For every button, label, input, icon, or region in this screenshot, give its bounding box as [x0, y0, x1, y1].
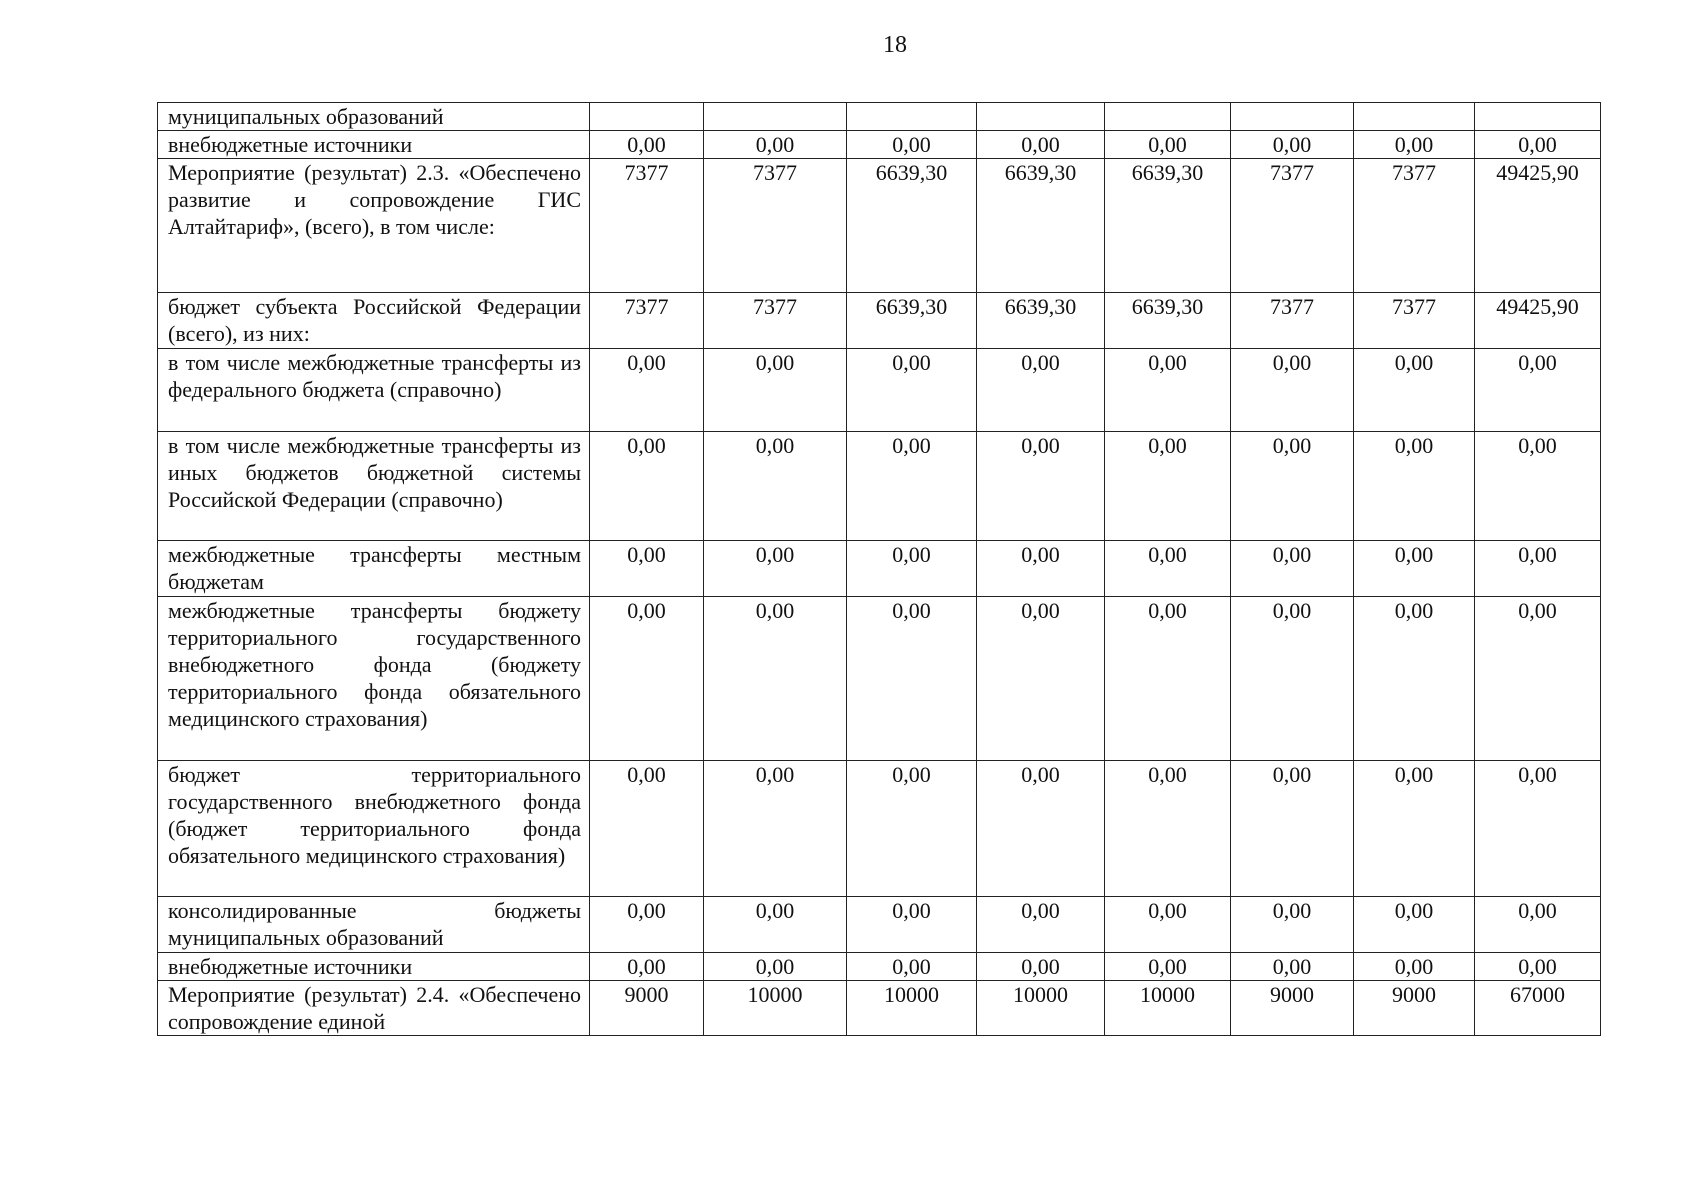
table-row — [158, 761, 1601, 897]
value-cell: 0,00 — [847, 541, 977, 597]
value-cell: 0,00 — [1475, 761, 1601, 897]
value-cell: 0,00 — [977, 541, 1105, 597]
value-cell: 0,00 — [1354, 897, 1475, 953]
value-cell: 6639,30 — [1105, 293, 1231, 349]
value-cell: 0,00 — [1354, 953, 1475, 981]
value-cell: 0,00 — [704, 597, 847, 761]
value-cell: 0,00 — [590, 761, 704, 897]
value-cell: 7377 — [590, 293, 704, 349]
value-cell: 0,00 — [1105, 597, 1231, 761]
value-cell: 0,00 — [1475, 131, 1601, 159]
value-cell: 0,00 — [1354, 432, 1475, 541]
value-cell: 0,00 — [847, 953, 977, 981]
value-cell: 6639,30 — [1105, 159, 1231, 293]
value-cell: 0,00 — [1475, 349, 1601, 432]
value-cell — [704, 103, 847, 131]
value-cell — [1475, 103, 1601, 131]
value-cell: 49425,90 — [1475, 293, 1601, 349]
value-cell: 0,00 — [977, 897, 1105, 953]
row-label: внебюджетные источники — [158, 131, 590, 159]
value-cell — [847, 103, 977, 131]
table-row — [158, 159, 1601, 293]
value-cell: 0,00 — [1354, 349, 1475, 432]
value-cell: 0,00 — [847, 432, 977, 541]
value-cell: 0,00 — [1475, 541, 1601, 597]
value-cell: 10000 — [704, 981, 847, 1036]
table-row — [158, 981, 1601, 1036]
row-label: Мероприятие (результат) 2.3. «Обеспечено развитие и сопровождение ГИС Алтайтариф», (всего), в том числе: — [158, 159, 590, 293]
row-label: межбюджетные трансферты местным бюджетам — [158, 541, 590, 597]
value-cell: 0,00 — [590, 953, 704, 981]
value-cell: 0,00 — [590, 597, 704, 761]
value-cell — [1354, 103, 1475, 131]
row-label: внебюджетные источники — [158, 953, 590, 981]
value-cell: 0,00 — [1231, 432, 1354, 541]
value-cell: 0,00 — [1231, 349, 1354, 432]
value-cell: 0,00 — [704, 541, 847, 597]
value-cell: 0,00 — [704, 761, 847, 897]
value-cell: 9000 — [590, 981, 704, 1036]
value-cell: 0,00 — [847, 761, 977, 897]
value-cell: 0,00 — [1475, 953, 1601, 981]
value-cell: 0,00 — [1475, 897, 1601, 953]
row-label: в том числе межбюджетные трансферты из федерального бюджета (справочно) — [158, 349, 590, 432]
value-cell: 0,00 — [977, 953, 1105, 981]
row-label: бюджет территориального государственного внебюджетного фонда (бюджет территориального фонда обязательного медицинского страхования) — [158, 761, 590, 897]
value-cell: 7377 — [1354, 293, 1475, 349]
value-cell: 0,00 — [1354, 597, 1475, 761]
row-label: в том числе межбюджетные трансферты из иных бюджетов бюджетной системы Российской Федерации (справочно) — [158, 432, 590, 541]
value-cell: 0,00 — [1475, 432, 1601, 541]
value-cell: 0,00 — [1105, 761, 1231, 897]
value-cell: 6639,30 — [847, 293, 977, 349]
value-cell: 7377 — [1231, 293, 1354, 349]
table-row — [158, 897, 1601, 953]
value-cell: 0,00 — [977, 349, 1105, 432]
row-label: бюджет субъекта Российской Федерации (всего), из них: — [158, 293, 590, 349]
table-row — [158, 349, 1601, 432]
value-cell: 0,00 — [704, 349, 847, 432]
table-row — [158, 541, 1601, 597]
value-cell: 67000 — [1475, 981, 1601, 1036]
value-cell: 0,00 — [847, 597, 977, 761]
value-cell: 0,00 — [847, 131, 977, 159]
value-cell: 7377 — [590, 159, 704, 293]
value-cell: 0,00 — [977, 761, 1105, 897]
value-cell: 0,00 — [1231, 131, 1354, 159]
table-row — [158, 293, 1601, 349]
value-cell: 7377 — [1354, 159, 1475, 293]
value-cell: 0,00 — [704, 432, 847, 541]
value-cell: 0,00 — [1231, 541, 1354, 597]
value-cell: 0,00 — [590, 131, 704, 159]
row-label: муниципальных образований — [158, 103, 590, 131]
value-cell: 0,00 — [1105, 131, 1231, 159]
value-cell: 6639,30 — [977, 159, 1105, 293]
value-cell: 7377 — [1231, 159, 1354, 293]
value-cell: 0,00 — [1231, 761, 1354, 897]
table-row — [158, 953, 1601, 981]
value-cell: 0,00 — [1475, 597, 1601, 761]
value-cell: 0,00 — [977, 597, 1105, 761]
value-cell: 6639,30 — [977, 293, 1105, 349]
value-cell: 0,00 — [977, 432, 1105, 541]
value-cell: 6639,30 — [847, 159, 977, 293]
value-cell: 0,00 — [1231, 953, 1354, 981]
value-cell: 9000 — [1231, 981, 1354, 1036]
funding-table — [157, 102, 1601, 1036]
value-cell: 10000 — [847, 981, 977, 1036]
value-cell: 0,00 — [590, 897, 704, 953]
value-cell — [1105, 103, 1231, 131]
value-cell: 0,00 — [1105, 432, 1231, 541]
value-cell: 0,00 — [1105, 953, 1231, 981]
value-cell: 0,00 — [704, 131, 847, 159]
value-cell: 0,00 — [704, 953, 847, 981]
value-cell: 0,00 — [590, 541, 704, 597]
row-label: консолидированные бюджеты муниципальных образований — [158, 897, 590, 953]
value-cell: 0,00 — [1231, 897, 1354, 953]
table-row — [158, 131, 1601, 159]
value-cell: 0,00 — [977, 131, 1105, 159]
row-label: Мероприятие (результат) 2.4. «Обеспечено сопровождение единой — [158, 981, 590, 1036]
value-cell — [977, 103, 1105, 131]
value-cell: 0,00 — [1354, 131, 1475, 159]
value-cell: 0,00 — [1105, 897, 1231, 953]
table-row — [158, 432, 1601, 541]
value-cell: 0,00 — [590, 432, 704, 541]
value-cell: 7377 — [704, 293, 847, 349]
value-cell: 9000 — [1354, 981, 1475, 1036]
value-cell: 10000 — [977, 981, 1105, 1036]
value-cell — [590, 103, 704, 131]
value-cell — [1231, 103, 1354, 131]
table-row — [158, 103, 1601, 131]
value-cell: 0,00 — [704, 897, 847, 953]
row-label: межбюджетные трансферты бюджету территориального государственного внебюджетного фонда (бюджету территориального фонда обязательного медицинского страхования) — [158, 597, 590, 761]
table-row — [158, 597, 1601, 761]
value-cell: 10000 — [1105, 981, 1231, 1036]
value-cell: 0,00 — [1231, 597, 1354, 761]
value-cell: 0,00 — [847, 349, 977, 432]
page-number: 18 — [883, 32, 907, 58]
value-cell: 0,00 — [1105, 349, 1231, 432]
value-cell: 0,00 — [1354, 761, 1475, 897]
value-cell: 49425,90 — [1475, 159, 1601, 293]
value-cell: 0,00 — [1105, 541, 1231, 597]
value-cell: 0,00 — [590, 349, 704, 432]
value-cell: 0,00 — [847, 897, 977, 953]
value-cell: 7377 — [704, 159, 847, 293]
value-cell: 0,00 — [1354, 541, 1475, 597]
